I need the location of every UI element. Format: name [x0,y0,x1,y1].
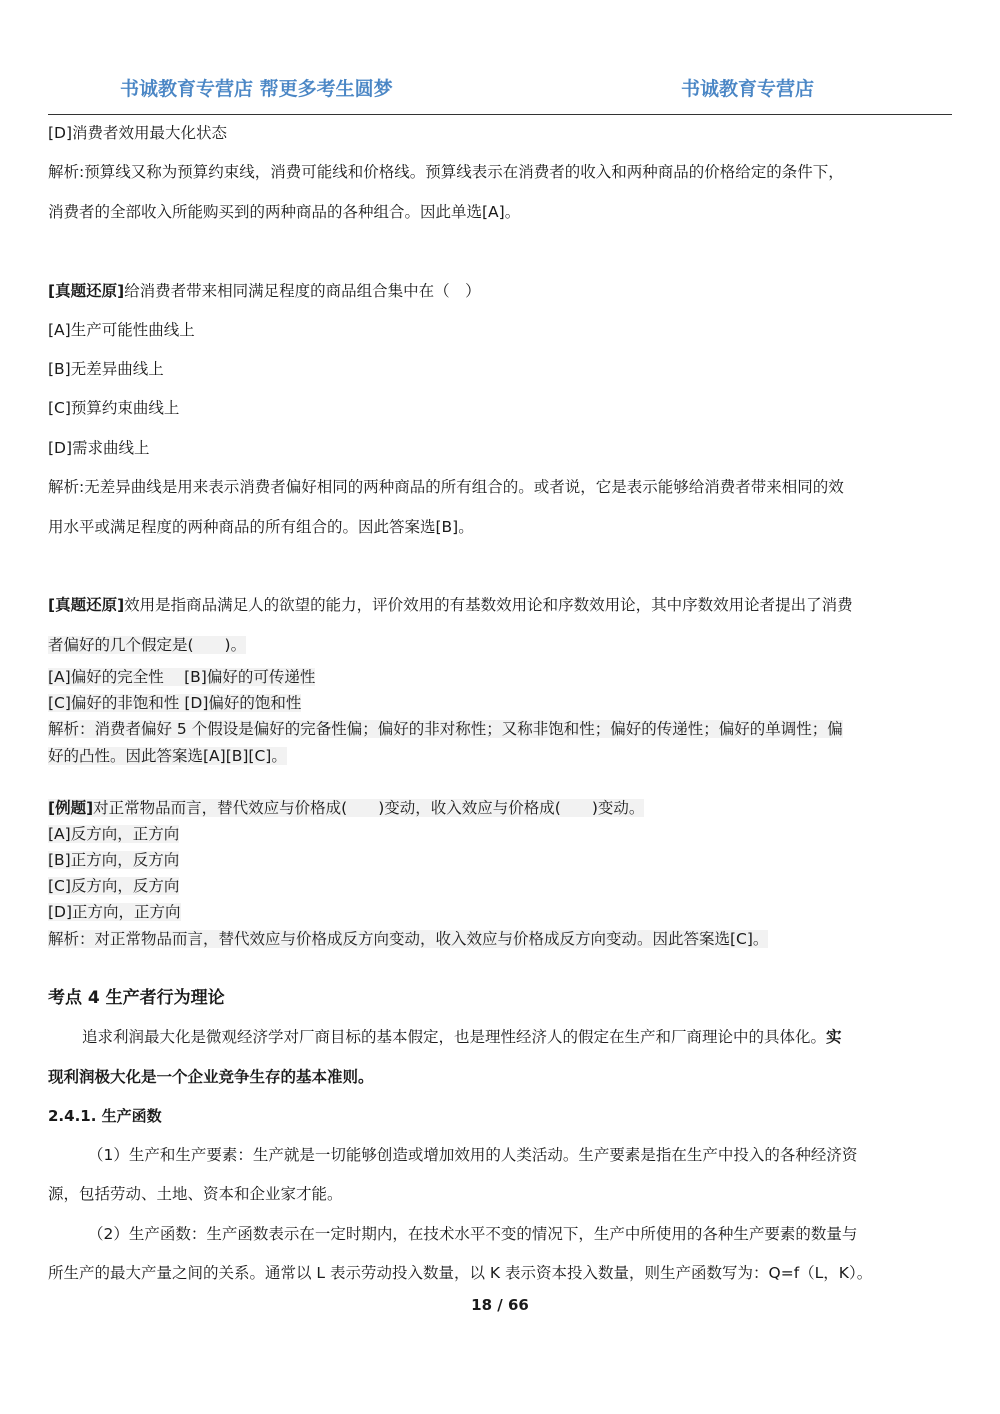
paragraph-emphasis: 实 [826,1028,842,1046]
question-stem [48,280,481,302]
option-b: [B]无差异曲线上 [48,360,164,378]
question-stem [48,594,853,616]
options-row [48,666,315,688]
question-tag: [真题还原] [48,596,125,614]
option-text: [B]正方向，反方向 [48,851,180,869]
question-stem [48,797,644,819]
option-a: [A]生产可能性曲线上 [48,321,195,339]
analysis-line [48,928,768,950]
analysis-line: 消费者的全部收入所能购买到的两种商品的各种组合。因此单选[A]。 [48,203,521,221]
paragraph-line: 源，包括劳动、土地、资本和企业家才能。 [48,1185,343,1203]
analysis-text: 好的凸性。因此答案选[A][B][C]。 [48,747,287,765]
analysis-line: 用水平或满足程度的两种商品的所有组合的。因此答案选[B]。 [48,518,474,536]
paragraph-text: 追求利润最大化是微观经济学对厂商目标的基本假定，也是理性经济人的假定在生产和厂商理论中的具体化。 [82,1028,827,1046]
option-c: [C]预算约束曲线上 [48,399,180,417]
options-text: [C]偏好的非饱和性 [D]偏好的饱和性 [48,694,302,712]
question-text: 效用是指商品满足人的欲望的能力，评价效用的有基数效用论和序数效用论，其中序数效用论者提出了消费 [124,596,853,614]
question-text: 对正常物品而言，替代效应与价格成( )变动，收入效应与价格成( )变动。 [93,799,645,817]
question-text: 给消费者带来相同满足程度的商品组合集中在（ ） [124,282,481,300]
paragraph-emphasis: 现利润极大化是一个企业竞争生存的基本准则。 [48,1068,374,1086]
page-header [48,70,952,115]
question-stem-cont [48,634,246,656]
paragraph-line: 所生产的最大产量之间的关系。通常以 L 表示劳动投入数量，以 K 表示资本投入数量，则生产函数写为：Q=f（L，K）。 [48,1264,873,1282]
question-tag: [真题还原] [48,282,125,300]
option-a [48,823,179,845]
options-text: [A]偏好的完全性 [B]偏好的可传递性 [48,668,316,686]
option-b [48,849,179,871]
analysis-line [48,745,287,767]
question-tag: [例题] [48,799,94,817]
analysis-line: 解析:无差异曲线是用来表示消费者偏好相同的两种商品的所有组合的。或者说，它是表示能够给消费者带来相同的效 [48,478,844,496]
option-d: [D]消费者效用最大化状态 [48,124,228,142]
paragraph-line: （2）生产函数：生产函数表示在一定时期内，在技术水平不变的情况下，生产中所使用的各种生产要素的数量与 [88,1225,858,1243]
option-c [48,875,179,897]
paragraph-line [82,1026,842,1048]
option-d [48,901,181,923]
subsection-title: 2.4.1. 生产函数 [48,1107,162,1125]
option-text: [A]反方向，正方向 [48,825,180,843]
analysis-text: 解析：消费者偏好 5 个假设是偏好的完备性偏；偏好的非对称性；又称非饱和性；偏好的传递性；偏好的单调性；偏 [48,720,843,738]
analysis-line: 解析:预算线又称为预算约束线，消费可能线和价格线。预算线表示在消费者的收入和两种商品的价格给定的条件下， [48,163,844,181]
page-number: 18 / 66 [471,1296,529,1314]
option-text: [D]正方向，正方向 [48,903,181,921]
analysis-line [48,718,843,740]
paragraph-line: （1）生产和生产要素：生产就是一切能够创造或增加效用的人类活动。生产要素是指在生产中投入的各种经济资 [88,1146,858,1164]
option-d: [D]需求曲线上 [48,439,150,457]
header-shop-name: 书诚教育专营店 [680,78,814,100]
section-title: 考点 4 生产者行为理论 [48,988,225,1008]
analysis-text: 解析：对正常物品而言，替代效应与价格成反方向变动，收入效应与价格成反方向变动。因此答案选[C]。 [48,930,769,948]
header-shop-slogan: 书诚教育专营店 帮更多考生圆梦 [120,78,393,100]
options-row [48,692,301,714]
option-text: [C]反方向，反方向 [48,877,180,895]
question-text: 者偏好的几个假定是( )。 [48,636,247,654]
